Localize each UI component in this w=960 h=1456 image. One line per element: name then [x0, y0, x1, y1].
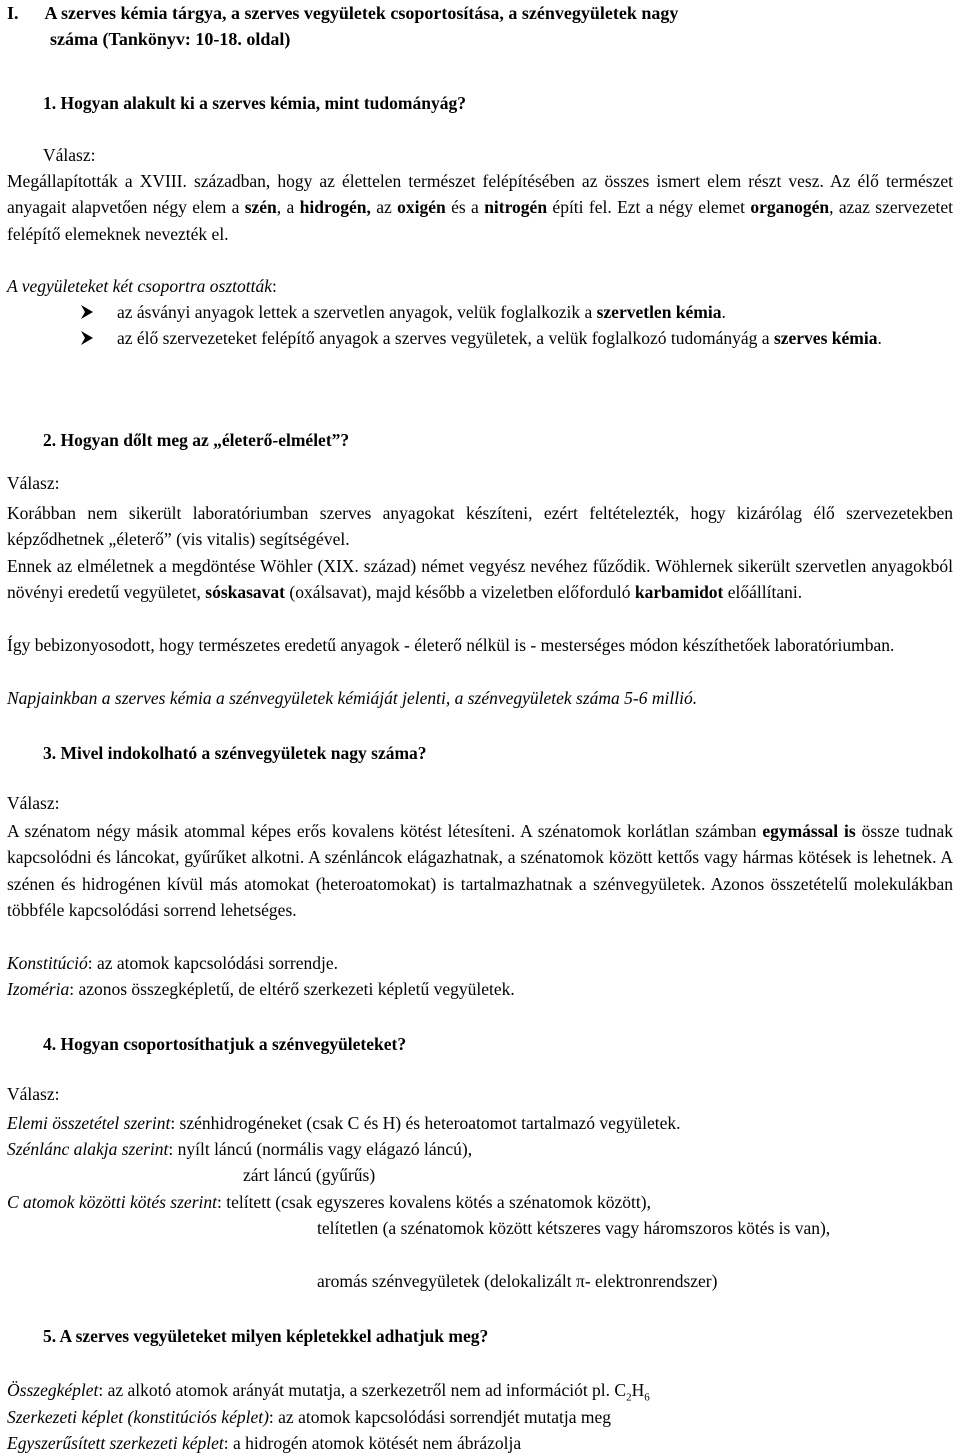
q5-row-osszegkeplet: Összegképlet: az alkotó atomok arányát mutatja, a szerkezetről nem ad információt pl. $C_2H_6$ [7, 1380, 650, 1404]
q4-row-szenlanc: Szénlánc alakja szerint: nyílt láncú (normális vagy elágazó láncú), [7, 1139, 473, 1159]
q3-definition-konstitucio: Konstitúció: az atomok kapcsolódási sorrendje. [7, 953, 338, 973]
q4-row-kotes: C atomok közötti kötés szerint: telített (csak egyszeres kovalens kötés a szénatomok között), [7, 1192, 651, 1212]
q2-answer-label: Válasz: [7, 473, 60, 493]
section-title-line2: száma (Tankönyv: 10-18. oldal) [50, 29, 291, 50]
q1-paragraph: Megállapították a XVIII. században, hogy az élettelen természet felépítésében az összes ismert elem részt vesz. Az élő természet anyagait alapvetően négy elem a szén, a hidrogén, az oxigén és a nitrogén építi fel. Ezt a négy elemet organogén, azaz szervezetet felépítő elemeknek nevezték el. [7, 171, 953, 244]
q2-paragraph-4: Napjainkban a szerves kémia a szénvegyületek kémiáját jelenti, a szénvegyületek száma 5-6 millió. [7, 688, 698, 708]
q2-heading: 2. Hogyan dőlt meg az „életerő-elmélet”? [43, 430, 350, 450]
q1-bullet-1: az ásványi anyagok lettek a szervetlen anyagok, velük foglalkozik a szervetlen kémia. [117, 302, 726, 322]
q4-row-kotes-2: telítetlen (a szénatomok között kétszeres vagy háromszoros kötés is van), [317, 1218, 831, 1238]
q1-bullet-2: az élő szervezeteket felépítő anyagok a szerves vegyületek, a velük foglalkozó tudományág a szerves kémia. [117, 328, 882, 348]
q2-paragraph-3: Így bebizonyosodott, hogy természetes eredetű anyagok - életerő nélkül is - mesterséges módon készíthetőek laboratóriumban. [7, 635, 895, 655]
arrowhead-bullet-icon [80, 325, 94, 351]
q3-heading: 3. Mivel indokolható a szénvegyületek nagy száma? [43, 743, 427, 763]
q4-row-elemi: Elemi összetétel szerint: szénhidrogéneket (csak C és H) és heteroatomot tartalmazó vegyületek. [7, 1113, 681, 1133]
q3-paragraph: A szénatom négy másik atommal képes erős kovalens kötést létesíteni. A szénatomok korlátlan számban egymással is össze tudnak kapcsolódni és láncokat, gyűrűket alkotni. A szénláncok elágazhatnak, a szénatomok között kettős vagy hármas kötések is lehetnek. A szénen és hidrogénen kívül más atomokat (heteroatomokat) is tartalmazhatnak a szénvegyületek. Azonos összetételű molekulákban többféle kapcsolódási sorrend lehetséges. [7, 821, 953, 921]
q2-paragraph-1: Korábban nem sikerült laboratóriumban szerves anyagokat készíteni, ezért feltételezték, hogy kizárólag élő szervezetekben képződhetnek „életerő” (vis vitalis) segítségével. [7, 503, 953, 550]
q5-heading: 5. A szerves vegyületeket milyen képletekkel adhatjuk meg? [43, 1326, 489, 1346]
arrowhead-bullet-icon [80, 299, 94, 325]
q4-answer-label: Válasz: [7, 1084, 60, 1104]
q1-groups-intro: A vegyületeket két csoportra osztották: [7, 276, 277, 296]
q4-row-szenlanc-2: zárt láncú (gyűrűs) [243, 1165, 376, 1185]
q2-paragraph-2: Ennek az elméletnek a megdöntése Wöhler (XIX. század) német vegyész nevéhez fűződik. Wöhlernek sikerült szervetlen anyagokból növényi eredetű vegyületet, sóskasavat (oxálsavat), majd később a vizeletben előforduló karbamidot előállítani. [7, 556, 953, 603]
section-title [7, 0, 953, 53]
q5-row-szerkezeti: Szerkezeti képlet (konstitúciós képlet): az atomok kapcsolódási sorrendjét mutatja meg [7, 1407, 612, 1427]
q5-row-egyszerusitett: Egyszerűsített szerkezeti képlet: a hidrogén atomok kötését nem ábrázolja [7, 1433, 522, 1453]
q1-answer-label: Válasz: [43, 145, 96, 165]
section-number: I. [7, 3, 19, 23]
q3-answer-label: Válasz: [7, 793, 60, 813]
q4-row-kotes-3: aromás szénvegyületek (delokalizált π- elektronrendszer) [317, 1271, 718, 1291]
q4-heading: 4. Hogyan csoportosíthatjuk a szénvegyületeket? [43, 1034, 407, 1054]
q1-heading: 1. Hogyan alakult ki a szerves kémia, mint tudományág? [43, 93, 466, 113]
section-title-line1: A szerves kémia tárgya, a szerves vegyületek csoportosítása, a szénvegyületek nagy [44, 3, 679, 23]
q3-definition-izomeria: Izoméria: azonos összegképletű, de eltérő szerkezeti képletű vegyületek. [7, 979, 515, 999]
